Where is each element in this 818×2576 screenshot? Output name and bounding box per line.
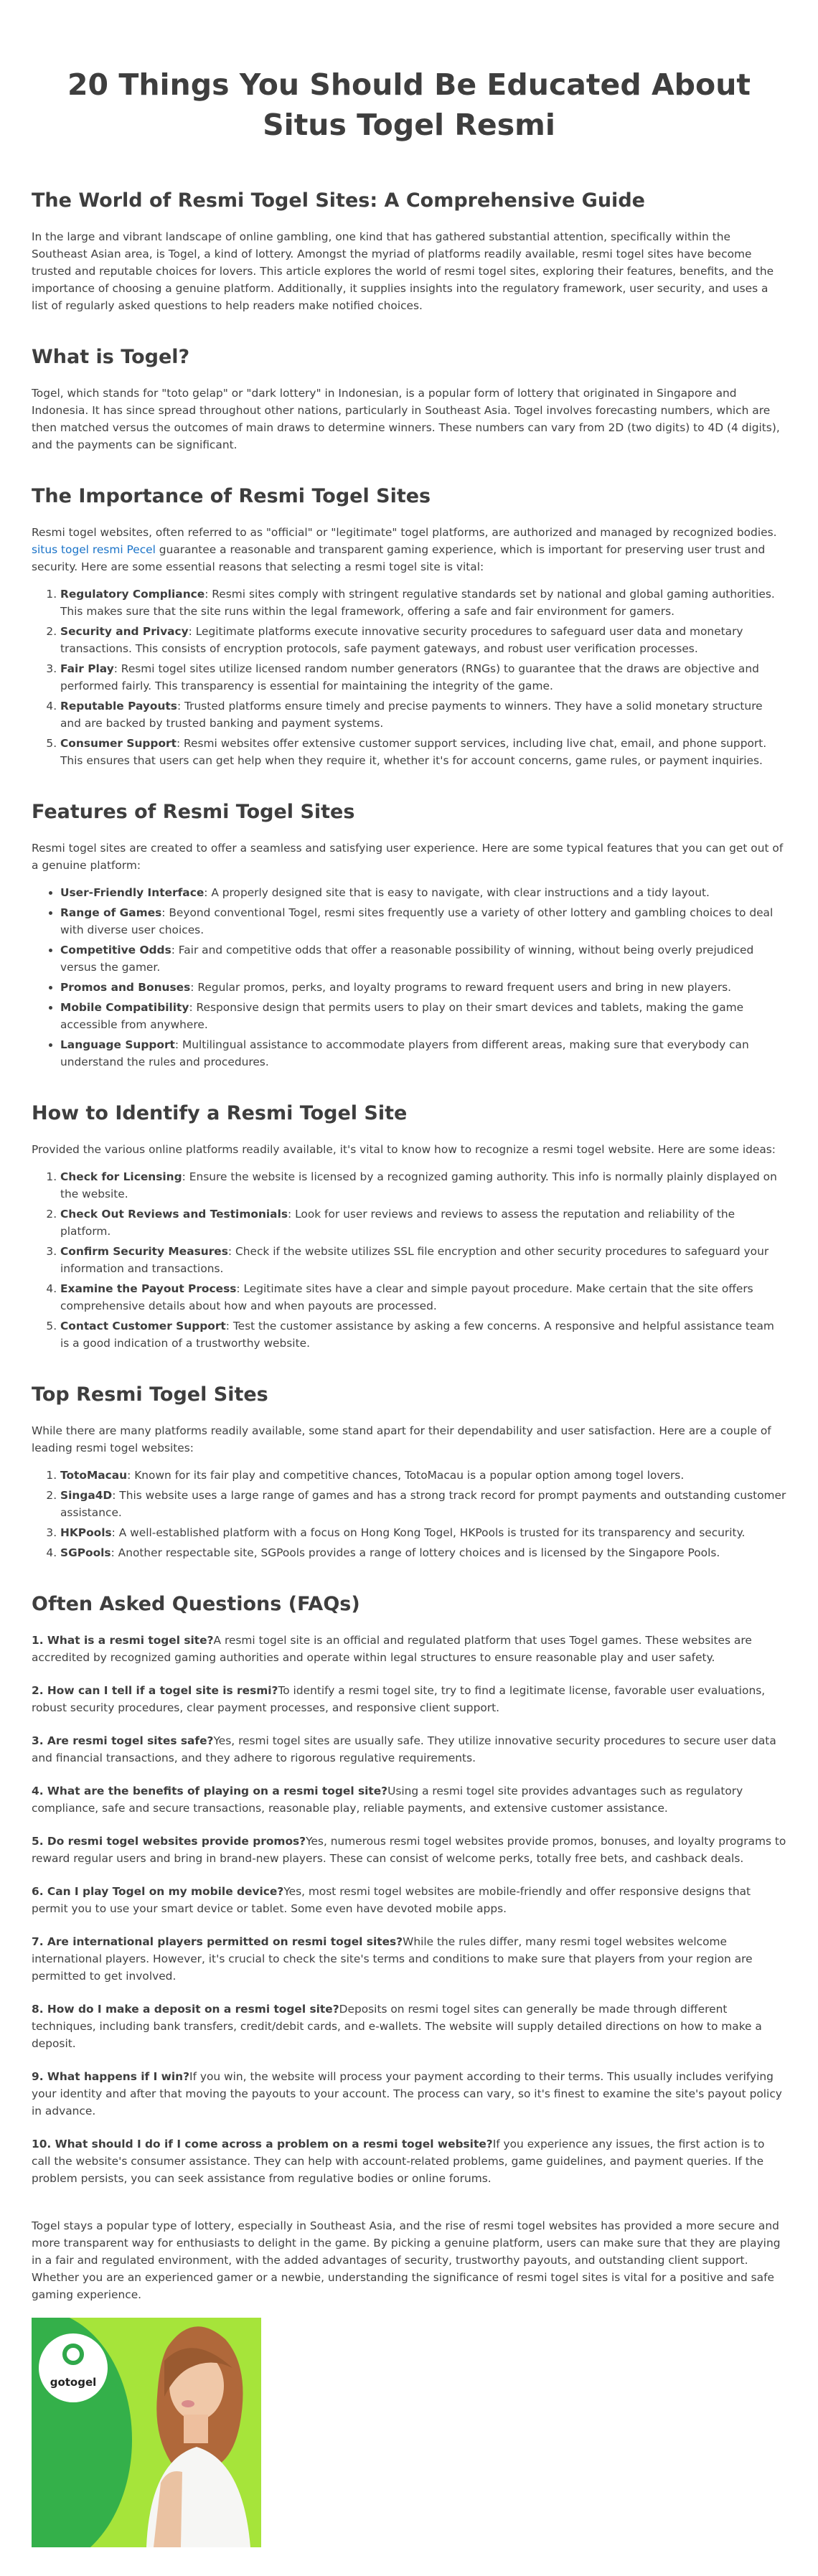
paragraph: Resmi togel websites, often referred to as "official" or "legitimate" togel platforms, are authorized and managed by recognized bodies. situs togel resmi Pecel guarantee a reasonable and transparent gaming experience, which is important for preserving user trust and security. Here are some essential reasons that selecting a resmi togel site is vital: [32,526,777,573]
model-photo [125,2318,261,2547]
section-faq [32,1592,786,2187]
paragraph: In the large and vibrant landscape of online gambling, one kind that has gathered substantial attention, specifically within the Southeast Asian area, is Togel, a kind of lottery. Amongst the myriad of platforms readily available, resmi togel sites have become trusted and reputable choices for lovers. This article explores the world of resmi togel sites, exploring their features, benefits, and the importance of choosing a genuine platform. Additionally, it supplies insights into the regulatory framework, user security, and uses a list of regularly asked questions to help readers make notified choices. [32,230,774,312]
section-what-is-togel [32,344,786,453]
faq-item: 6. Can I play Togel on my mobile device?Yes, most resmi togel websites are mobile-friendly and offer responsive designs that permit you to use your smart device or tablet. Some even have devoted mobile apps. [32,1885,751,1915]
list-item: • User-Friendly Interface: A properly designed site that is easy to navigate, with clear instructions and a tidy layout. [60,884,786,901]
section-top-sites [32,1382,786,1561]
section-heading: Features of Resmi Togel Sites [32,801,355,823]
section-identify [32,1101,786,1352]
importance-list [32,586,786,769]
section-heading: What is Togel? [32,346,190,368]
section-heading: How to Identify a Resmi Togel Site [32,1102,408,1124]
faq-item: 1. What is a resmi togel site?A resmi togel site is an official and regulated platform that uses Togel games. These websites are accredited by recognized gaming authorities and operate within legal structures to ensure reasonable play and user safety. [32,1634,752,1664]
list-item: • Competitive Odds: Fair and competitive odds that offer a reasonable possibility of winning, without being overly prejudiced versus the gamer. [60,941,786,976]
faq-item: 4. What are the benefits of playing on a resmi togel site?Using a resmi togel site provides advantages such as regulatory compliance, safe and secure transactions, reasonable play, reliable payments, and extensive customer assistance. [32,1785,743,1815]
list-item: 1. Check for Licensing: Ensure the website is licensed by a recognized gaming authority. This info is normally plainly displayed on the website. [60,1168,786,1203]
faq-item: 8. How do I make a deposit on a resmi togel site?Deposits on resmi togel sites can generally be made through different techniques, including bank transfers, credit/debit cards, and e-wallets. The website will supply detailed directions on how to make a deposit. [32,2003,762,2050]
gotogel-banner-image [32,2318,261,2547]
list-item: 4. Examine the Payout Process: Legitimate sites have a clear and simple payout procedure. Make certain that the site offers comprehensive details about how and when payouts are processed. [60,1280,786,1315]
section-features [32,799,786,1071]
logo-mark-icon [62,2344,84,2365]
faq-item: 3. Are resmi togel sites safe?Yes, resmi togel sites are usually safe. They utilize innovative security procedures to secure user data and financial transactions, and they adhere to rigorous regulative requirements. [32,1734,776,1764]
faq-item: 9. What happens if I win?If you win, the website will process your payment according to their terms. This usually includes verifying your identity and after that moving the payouts to your account. The process can vary, so it's finest to examine the site's payout policy in advance. [32,2070,782,2117]
faq-item: 10. What should I do if I come across a problem on a resmi togel website?If you experience any issues, the first action is to call the website's consumer assistance. They can help with account-related problems, game guidelines, and payment queries. If the problem persists, you can seek assistance from regulative bodies or online forums. [32,2138,765,2185]
logo-text: gotogel [50,2376,97,2389]
paragraph: While there are many platforms readily available, some stand apart for their dependability and user satisfaction. Here are a couple of leading resmi togel websites: [32,1424,771,1454]
list-item: • Language Support: Multilingual assistance to accommodate players from different areas, making sure that everybody can understand the rules and procedures. [60,1036,786,1071]
section-heading: The Importance of Resmi Togel Sites [32,485,431,507]
paragraph: Resmi togel sites are created to offer a seamless and satisfying user experience. Here are some typical features that you can get out of a genuine platform: [32,842,784,872]
top-sites-list [32,1467,786,1561]
list-item: 1. Regulatory Compliance: Resmi sites comply with stringent regulative standards set by national and global gaming authorities. This makes sure that the site runs within the legal framework, offering a safe and fair environment for gamers. [60,586,786,620]
section-heading: The World of Resmi Togel Sites: A Comprehensive Guide [32,189,645,212]
features-list [32,884,786,1071]
list-item: 1. TotoMacau: Known for its fair play and competitive chances, TotoMacau is a popular option among togel lovers. [60,1467,786,1484]
list-item: 2. Security and Privacy: Legitimate platforms execute innovative security procedures to safeguard user data and monetary transactions. This consists of encryption protocols, safe payment gateways, and robust user verification processes. [60,623,786,657]
list-item: • Range of Games: Beyond conventional Togel, resmi sites frequently use a variety of other lottery and gambling choices to deal with diverse user choices. [60,904,786,939]
faq-item: 5. Do resmi togel websites provide promos?Yes, numerous resmi togel websites provide promos, bonuses, and loyalty programs to reward regular users and bring in brand-new players. These can consist of welcome perks, totally free bets, and cashback deals. [32,1835,786,1865]
paragraph: Togel, which stands for "toto gelap" or "dark lottery" in Indonesian, is a popular form of lottery that originated in Singapore and Indonesia. It has since spread throughout other nations, particularly in Southeast Asia. Togel involves forecasting numbers, which are then matched versus the outcomes of main draws to determine winners. These numbers can vary from 2D (two digits) to 4D (4 digits), and the payments can be significant. [32,387,780,451]
faq-item: 7. Are international players permitted on resmi togel sites?While the rules differ, many resmi togel websites welcome international players. However, it's crucial to check the site's terms and conditions to make sure that players from your region are permitted to get involved. [32,1935,753,1983]
section-intro [32,188,786,314]
list-item: 5. Contact Customer Support: Test the customer assistance by asking a few concerns. A responsive and helpful assistance team is a good indication of a trustworthy website. [60,1317,786,1352]
list-item: 4. Reputable Payouts: Trusted platforms ensure timely and precise payments to winners. They have a solid monetary structure and are backed by trusted banking and payment systems. [60,697,786,732]
list-item: 4. SGPools: Another respectable site, SGPools provides a range of lottery choices and is licensed by the Singapore Pools. [60,1544,786,1561]
page-title: 20 Things You Should Be Educated About Situs Togel Resmi [67,67,751,142]
paragraph: Provided the various online platforms readily available, it's vital to know how to recognize a resmi togel website. Here are some ideas: [32,1143,776,1156]
closing-paragraph: Togel stays a popular type of lottery, especially in Southeast Asia, and the rise of resmi togel websites has provided a more secure and more transparent way for enthusiasts to delight in the game. By picking a genuine platform, users can make sure that they are playing in a fair and regulated environment, with the added advantages of security, trustworthy payouts, and outstanding client support. Whether you are an experienced gamer or a newbie, understanding the significance of resmi togel sites is vital for a positive and safe gaming experience. [32,2219,781,2301]
list-item: 2. Singa4D: This website uses a large range of games and has a strong track record for prompt payments and outstanding customer assistance. [60,1487,786,1521]
list-item: 2. Check Out Reviews and Testimonials: Look for user reviews and reviews to assess the reputation and reliability of the platform. [60,1205,786,1240]
list-item: 3. HKPools: A well-established platform with a focus on Hong Kong Togel, HKPools is trusted for its transparency and security. [60,1524,786,1541]
gotogel-logo [39,2333,108,2402]
list-item: 5. Consumer Support: Resmi websites offer extensive customer support services, including live chat, email, and phone support. This ensures that users can get help when they require it, whether it's for account concerns, game rules, or payment inquiries. [60,735,786,769]
list-item: 3. Fair Play: Resmi togel sites utilize licensed random number generators (RNGs) to guarantee that the draws are objective and performed fairly. This transparency is essential for maintaining the integrity of the game. [60,660,786,695]
list-item: 3. Confirm Security Measures: Check if the website utilizes SSL file encryption and other security procedures to safeguard your information and transactions. [60,1243,786,1277]
situs-togel-link[interactable]: situs togel resmi Pecel [32,543,156,556]
identify-list [32,1168,786,1352]
faq-item: 2. How can I tell if a togel site is resmi?To identify a resmi togel site, try to find a legitimate license, favorable user evaluations, robust security procedures, clear payment processes, and responsive client support. [32,1684,766,1714]
section-importance [32,484,786,769]
list-item: • Mobile Compatibility: Responsive design that permits users to play on their smart devices and tablets, making the game accessible from anywhere. [60,999,786,1033]
list-item: • Promos and Bonuses: Regular promos, perks, and loyalty programs to reward frequent users and bring in new players. [60,979,786,996]
section-heading: Often Asked Questions (FAQs) [32,1593,360,1615]
section-heading: Top Resmi Togel Sites [32,1383,268,1406]
